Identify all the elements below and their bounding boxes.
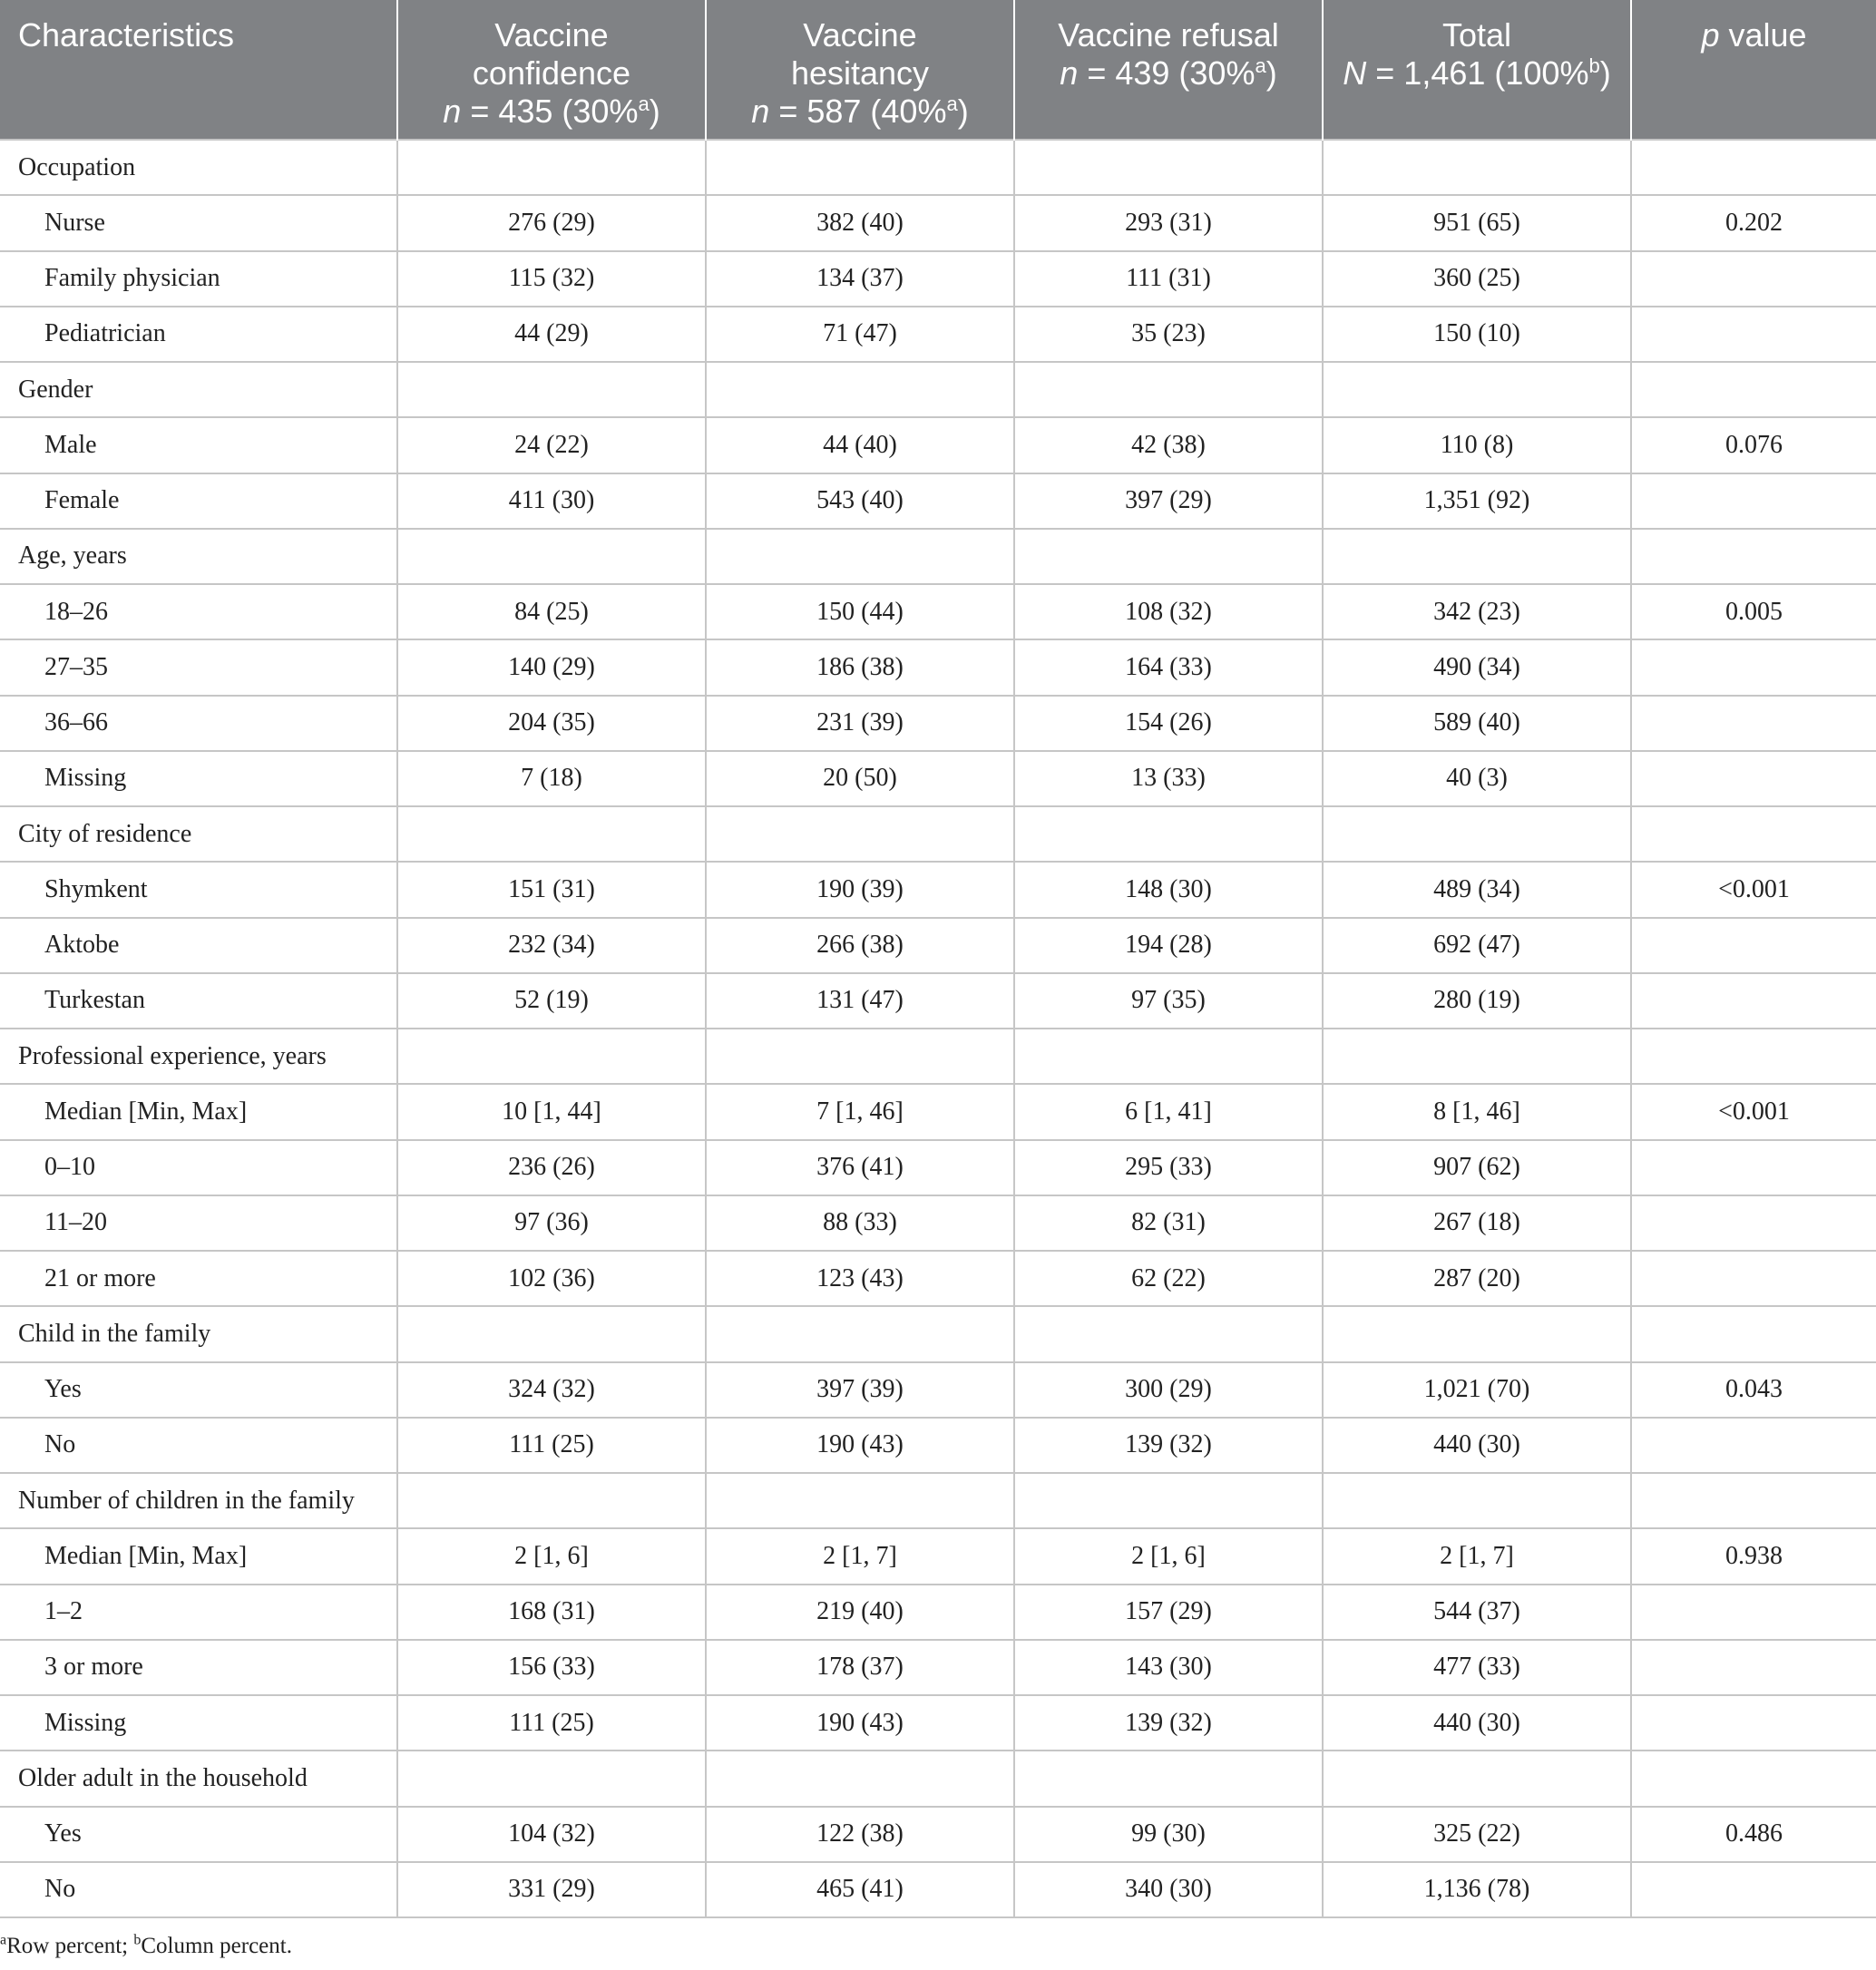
table-header [0,0,1876,140]
cell-confidence: 140 (29) [397,639,706,695]
cell-hesitancy: 131 (47) [706,973,1014,1029]
cell-p [1631,1585,1876,1640]
cell-refusal: 111 (31) [1014,251,1323,307]
cell-refusal: 6 [1, 41] [1014,1084,1323,1139]
header-p-rest: value [1719,16,1807,54]
table-row [0,1695,1876,1751]
header-refusal-count: = 439 (30% [1078,54,1256,92]
cell-p [1631,1140,1876,1195]
category-label: Older adult in the household [0,1751,397,1806]
row-label: 11–20 [0,1195,397,1251]
cell-hesitancy [706,529,1014,584]
cell-total: 544 (37) [1323,1585,1631,1640]
row-label: 27–35 [0,639,397,695]
row-label: Missing [0,1695,397,1751]
header-hesitancy-close: ) [957,93,969,130]
table-row [0,918,1876,973]
cell-p [1631,1029,1876,1084]
cell-p: 0.938 [1631,1528,1876,1584]
cell-hesitancy: 150 (44) [706,584,1014,639]
header-refusal-n: n [1060,54,1079,92]
cell-hesitancy: 231 (39) [706,696,1014,751]
cell-p [1631,1418,1876,1473]
cell-p [1631,1695,1876,1751]
header-p-italic: p [1701,16,1720,54]
header-hesitancy-line2: hesitancy [790,54,930,92]
row-label: 1–2 [0,1585,397,1640]
header-row [0,0,1876,140]
cell-p [1631,529,1876,584]
cell-confidence [397,1473,706,1528]
table-row [0,307,1876,362]
category-label: Number of children in the family [0,1473,397,1528]
table-row [0,696,1876,751]
cell-refusal: 97 (35) [1014,973,1323,1029]
header-hesitancy-count: = 587 (40% [769,93,947,130]
cell-p [1631,140,1876,195]
cell-hesitancy: 123 (43) [706,1251,1014,1306]
cell-hesitancy: 122 (38) [706,1807,1014,1862]
table-row [0,1140,1876,1195]
row-label: 3 or more [0,1640,397,1695]
cell-p [1631,473,1876,529]
table-row [0,473,1876,529]
row-label: Family physician [0,251,397,307]
cell-total: 40 (3) [1323,751,1631,806]
row-label: No [0,1418,397,1473]
row-label: Pediatrician [0,307,397,362]
cell-total: 489 (34) [1323,862,1631,917]
cell-refusal [1014,140,1323,195]
table-footnote [0,1934,292,1959]
cell-refusal: 108 (32) [1014,584,1323,639]
category-row [0,1306,1876,1361]
row-label: 0–10 [0,1140,397,1195]
cell-refusal: 154 (26) [1014,696,1323,751]
cell-p [1631,1862,1876,1917]
cell-total: 692 (47) [1323,918,1631,973]
cell-confidence [397,529,706,584]
cell-refusal [1014,1029,1323,1084]
cell-confidence: 10 [1, 44] [397,1084,706,1139]
cell-total: 287 (20) [1323,1251,1631,1306]
cell-confidence: 111 (25) [397,1695,706,1751]
cell-p: 0.005 [1631,584,1876,639]
cell-p [1631,696,1876,751]
cell-total: 1,021 (70) [1323,1362,1631,1418]
cell-p: <0.001 [1631,862,1876,917]
cell-confidence [397,140,706,195]
cell-refusal: 300 (29) [1014,1362,1323,1418]
footnote-b-sup: b [133,1932,142,1948]
cell-hesitancy [706,362,1014,417]
table-row [0,1418,1876,1473]
cell-total: 440 (30) [1323,1418,1631,1473]
cell-p: 0.202 [1631,195,1876,250]
cell-total [1323,140,1631,195]
cell-hesitancy [706,1473,1014,1528]
cell-total: 8 [1, 46] [1323,1084,1631,1139]
cell-confidence: 276 (29) [397,195,706,250]
cell-refusal: 295 (33) [1014,1140,1323,1195]
cell-hesitancy: 543 (40) [706,473,1014,529]
cell-total: 1,351 (92) [1323,473,1631,529]
cell-total [1323,806,1631,862]
cell-refusal [1014,1473,1323,1528]
cell-hesitancy [706,1306,1014,1361]
footnote-a-sup: a [0,1932,7,1948]
cell-total [1323,1306,1631,1361]
cell-p [1631,918,1876,973]
cell-p [1631,751,1876,806]
row-label: 21 or more [0,1251,397,1306]
row-label: Aktobe [0,918,397,973]
row-label: 18–26 [0,584,397,639]
cell-total [1323,1029,1631,1084]
header-vaccine-confidence [397,0,706,140]
header-refusal-line1: Vaccine refusal [1058,16,1279,54]
cell-refusal: 82 (31) [1014,1195,1323,1251]
cell-confidence: 324 (32) [397,1362,706,1418]
category-label: Child in the family [0,1306,397,1361]
cell-confidence: 2 [1, 6] [397,1528,706,1584]
cell-total [1323,529,1631,584]
cell-refusal: 35 (23) [1014,307,1323,362]
table-row [0,751,1876,806]
footnote-b-text: Column percent. [141,1934,292,1958]
table-body [0,140,1876,1917]
header-hesitancy-sup: a [946,93,958,115]
cell-p: 0.076 [1631,417,1876,473]
cell-refusal: 194 (28) [1014,918,1323,973]
cell-refusal: 13 (33) [1014,751,1323,806]
cell-confidence: 102 (36) [397,1251,706,1306]
cell-p [1631,362,1876,417]
cell-confidence: 115 (32) [397,251,706,307]
cell-confidence: 411 (30) [397,473,706,529]
cell-hesitancy: 88 (33) [706,1195,1014,1251]
cell-confidence: 104 (32) [397,1807,706,1862]
table-row [0,1362,1876,1418]
cell-hesitancy: 7 [1, 46] [706,1084,1014,1139]
category-label: Occupation [0,140,397,195]
cell-p: 0.486 [1631,1807,1876,1862]
cell-confidence: 156 (33) [397,1640,706,1695]
category-label: Professional experience, years [0,1029,397,1084]
row-label: Male [0,417,397,473]
cell-p [1631,639,1876,695]
table-row [0,973,1876,1029]
category-row [0,1751,1876,1806]
row-label: Yes [0,1362,397,1418]
cell-refusal [1014,362,1323,417]
cell-hesitancy: 190 (43) [706,1695,1014,1751]
category-row [0,140,1876,195]
cell-hesitancy: 2 [1, 7] [706,1528,1014,1584]
cell-refusal: 164 (33) [1014,639,1323,695]
header-confidence-n: n [443,93,462,130]
cell-p [1631,1640,1876,1695]
cell-p [1631,251,1876,307]
header-characteristics-label: Characteristics [18,16,235,54]
cell-total: 360 (25) [1323,251,1631,307]
cell-hesitancy: 71 (47) [706,307,1014,362]
cell-total: 951 (65) [1323,195,1631,250]
cell-total: 490 (34) [1323,639,1631,695]
header-total-sup: b [1588,54,1600,77]
cell-p [1631,1306,1876,1361]
cell-refusal: 99 (30) [1014,1807,1323,1862]
cell-confidence [397,1306,706,1361]
cell-total [1323,1751,1631,1806]
cell-hesitancy: 397 (39) [706,1362,1014,1418]
cell-hesitancy: 219 (40) [706,1585,1014,1640]
cell-total [1323,362,1631,417]
cell-total: 280 (19) [1323,973,1631,1029]
row-label: 36–66 [0,696,397,751]
header-hesitancy-n: n [751,93,770,130]
cell-refusal: 148 (30) [1014,862,1323,917]
cell-total: 150 (10) [1323,307,1631,362]
cell-hesitancy: 190 (43) [706,1418,1014,1473]
cell-total: 325 (22) [1323,1807,1631,1862]
cell-refusal [1014,529,1323,584]
header-confidence-count: = 435 (30% [461,93,639,130]
table-row [0,584,1876,639]
cell-hesitancy: 134 (37) [706,251,1014,307]
row-label: Median [Min, Max] [0,1084,397,1139]
cell-refusal: 157 (29) [1014,1585,1323,1640]
header-total-close: ) [1599,54,1611,92]
header-confidence-line2: confidence [472,54,631,92]
cell-total: 589 (40) [1323,696,1631,751]
cell-refusal: 42 (38) [1014,417,1323,473]
cell-refusal: 2 [1, 6] [1014,1528,1323,1584]
cell-confidence: 97 (36) [397,1195,706,1251]
table-row [0,251,1876,307]
row-label: Nurse [0,195,397,250]
table-row [0,1084,1876,1139]
cell-p [1631,1195,1876,1251]
table-row [0,639,1876,695]
cell-hesitancy [706,140,1014,195]
category-row [0,806,1876,862]
row-label: Turkestan [0,973,397,1029]
category-label: Gender [0,362,397,417]
row-label: Median [Min, Max] [0,1528,397,1584]
footnote-a-text: Row percent; [6,1934,134,1958]
header-total [1323,0,1631,140]
header-confidence-close: ) [649,93,660,130]
cell-p [1631,1751,1876,1806]
cell-hesitancy: 44 (40) [706,417,1014,473]
cell-refusal: 397 (29) [1014,473,1323,529]
table-row [0,1585,1876,1640]
row-label: No [0,1862,397,1917]
header-confidence-sup: a [638,93,650,115]
cell-hesitancy: 376 (41) [706,1140,1014,1195]
row-label: Female [0,473,397,529]
table-row [0,1195,1876,1251]
category-row [0,529,1876,584]
cell-p [1631,973,1876,1029]
table-row [0,1640,1876,1695]
category-row [0,1029,1876,1084]
cell-refusal: 139 (32) [1014,1418,1323,1473]
header-p-value [1631,0,1876,140]
cell-total: 477 (33) [1323,1640,1631,1695]
cell-hesitancy: 465 (41) [706,1862,1014,1917]
category-row [0,1473,1876,1528]
cell-total: 1,136 (78) [1323,1862,1631,1917]
cell-confidence: 232 (34) [397,918,706,973]
header-refusal-sup: a [1255,54,1266,77]
table-row [0,1251,1876,1306]
header-confidence-line1: Vaccine [494,16,609,54]
cell-refusal: 340 (30) [1014,1862,1323,1917]
category-row [0,362,1876,417]
cell-refusal: 62 (22) [1014,1251,1323,1306]
table-row [0,862,1876,917]
cell-refusal [1014,1306,1323,1361]
table-row [0,417,1876,473]
category-label: Age, years [0,529,397,584]
cell-p [1631,806,1876,862]
cell-refusal: 139 (32) [1014,1695,1323,1751]
cell-refusal: 293 (31) [1014,195,1323,250]
table-row [0,195,1876,250]
cell-hesitancy [706,806,1014,862]
cell-total: 2 [1, 7] [1323,1528,1631,1584]
cell-confidence: 151 (31) [397,862,706,917]
table-row [0,1528,1876,1584]
cell-confidence: 84 (25) [397,584,706,639]
header-total-count: = 1,461 (100% [1366,54,1589,92]
cell-p [1631,307,1876,362]
header-vaccine-hesitancy [706,0,1014,140]
cell-refusal [1014,806,1323,862]
cell-p: <0.001 [1631,1084,1876,1139]
cell-p: 0.043 [1631,1362,1876,1418]
category-label: City of residence [0,806,397,862]
cell-total: 110 (8) [1323,417,1631,473]
cell-hesitancy [706,1751,1014,1806]
cell-confidence: 52 (19) [397,973,706,1029]
table-row [0,1807,1876,1862]
header-vaccine-refusal [1014,0,1323,140]
cell-confidence [397,1751,706,1806]
cell-confidence: 111 (25) [397,1418,706,1473]
cell-confidence: 204 (35) [397,696,706,751]
header-refusal-close: ) [1265,54,1277,92]
header-characteristics [0,0,397,140]
cell-hesitancy: 20 (50) [706,751,1014,806]
cell-refusal: 143 (30) [1014,1640,1323,1695]
cell-total: 907 (62) [1323,1140,1631,1195]
header-total-n: N [1343,54,1367,92]
cell-hesitancy: 186 (38) [706,639,1014,695]
row-label: Shymkent [0,862,397,917]
cell-confidence [397,806,706,862]
cell-confidence [397,362,706,417]
table-row [0,1862,1876,1917]
cell-total: 342 (23) [1323,584,1631,639]
cell-hesitancy: 190 (39) [706,862,1014,917]
cell-total: 267 (18) [1323,1195,1631,1251]
cell-p [1631,1251,1876,1306]
cell-confidence [397,1029,706,1084]
cell-confidence: 236 (26) [397,1140,706,1195]
row-label: Missing [0,751,397,806]
cell-refusal [1014,1751,1323,1806]
header-total-line1: Total [1441,16,1512,54]
cell-hesitancy: 266 (38) [706,918,1014,973]
cell-total: 440 (30) [1323,1695,1631,1751]
cell-hesitancy [706,1029,1014,1084]
cell-p [1631,1473,1876,1528]
cell-hesitancy: 382 (40) [706,195,1014,250]
row-label: Yes [0,1807,397,1862]
cell-confidence: 7 (18) [397,751,706,806]
cell-confidence: 168 (31) [397,1585,706,1640]
cell-total [1323,1473,1631,1528]
cell-confidence: 331 (29) [397,1862,706,1917]
header-hesitancy-line1: Vaccine [803,16,917,54]
cell-confidence: 44 (29) [397,307,706,362]
cell-hesitancy: 178 (37) [706,1640,1014,1695]
cell-confidence: 24 (22) [397,417,706,473]
